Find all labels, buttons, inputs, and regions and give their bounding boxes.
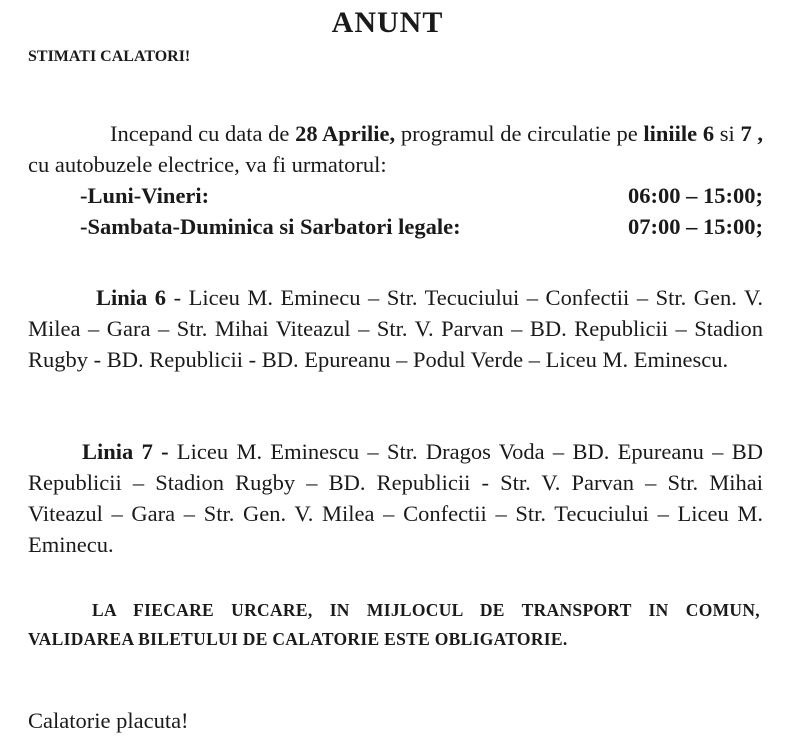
intro-text: [28, 118, 763, 180]
line-7-route: Liceu M. Eminescu – Str. Dragos Voda – BD. Epureanu – BD Republicii – Stadion Rugby – BD. Republicii - Str. V. Parvan – Str. Mihai Viteazul – Gara – Str. Gen. V. Milea – Confectii – Str. Tecuciului – Liceu M. Eminecu.: [28, 439, 763, 557]
lines-word: liniile 6: [643, 121, 715, 146]
line-6-paragraph: [28, 282, 763, 375]
schedule-time: 06:00 – 15:00;: [628, 183, 763, 208]
intro-part-4: cu autobuzele electrice, va fi urmatorul:: [28, 152, 387, 177]
greeting: STIMATI CALATORI!: [28, 48, 191, 65]
schedule-row-weekdays: [28, 180, 763, 211]
schedule-time: 07:00 – 15:00;: [628, 214, 763, 239]
intro-paragraph: [28, 118, 763, 242]
start-date: 28 Aprilie,: [295, 121, 396, 146]
line-7-number: 7 ,: [740, 121, 763, 146]
intro-part-1: Incepand cu data de: [110, 121, 296, 146]
closing-text: Calatorie placuta!: [28, 708, 189, 733]
schedule-label: -Luni-Vineri:: [80, 183, 210, 208]
schedule-row-weekend: [28, 211, 763, 242]
intro-part-2: programul de circulatie pe: [395, 121, 644, 146]
line-7-text: [28, 436, 763, 560]
line-6-text: [28, 282, 763, 375]
line-6-route: - Liceu M. Eminecu – Str. Tecuciului – Confectii – Str. Gen. V. Milea – Gara – Str. Mihai Viteazul – Str. V. Parvan – BD. Republicii – Stadion Rugby - BD. Republicii - BD. Epureanu – Podul Verde – Liceu M. Eminescu.: [28, 285, 763, 372]
line-6-label: Linia 6: [96, 285, 167, 310]
intro-part-3: si: [714, 121, 741, 146]
validation-notice: [28, 596, 760, 654]
page-title: ANUNT: [331, 6, 444, 39]
notice-text: LA FIECARE URCARE, IN MIJLOCUL DE TRANSPORT IN COMUN, VALIDAREA BILETULUI DE CALATORIE ESTE OBLIGATORIE.: [28, 600, 760, 649]
line-7-label: Linia 7 -: [82, 439, 169, 464]
line-7-paragraph: [28, 436, 763, 560]
schedule-label: -Sambata-Duminica si Sarbatori legale:: [80, 214, 461, 239]
